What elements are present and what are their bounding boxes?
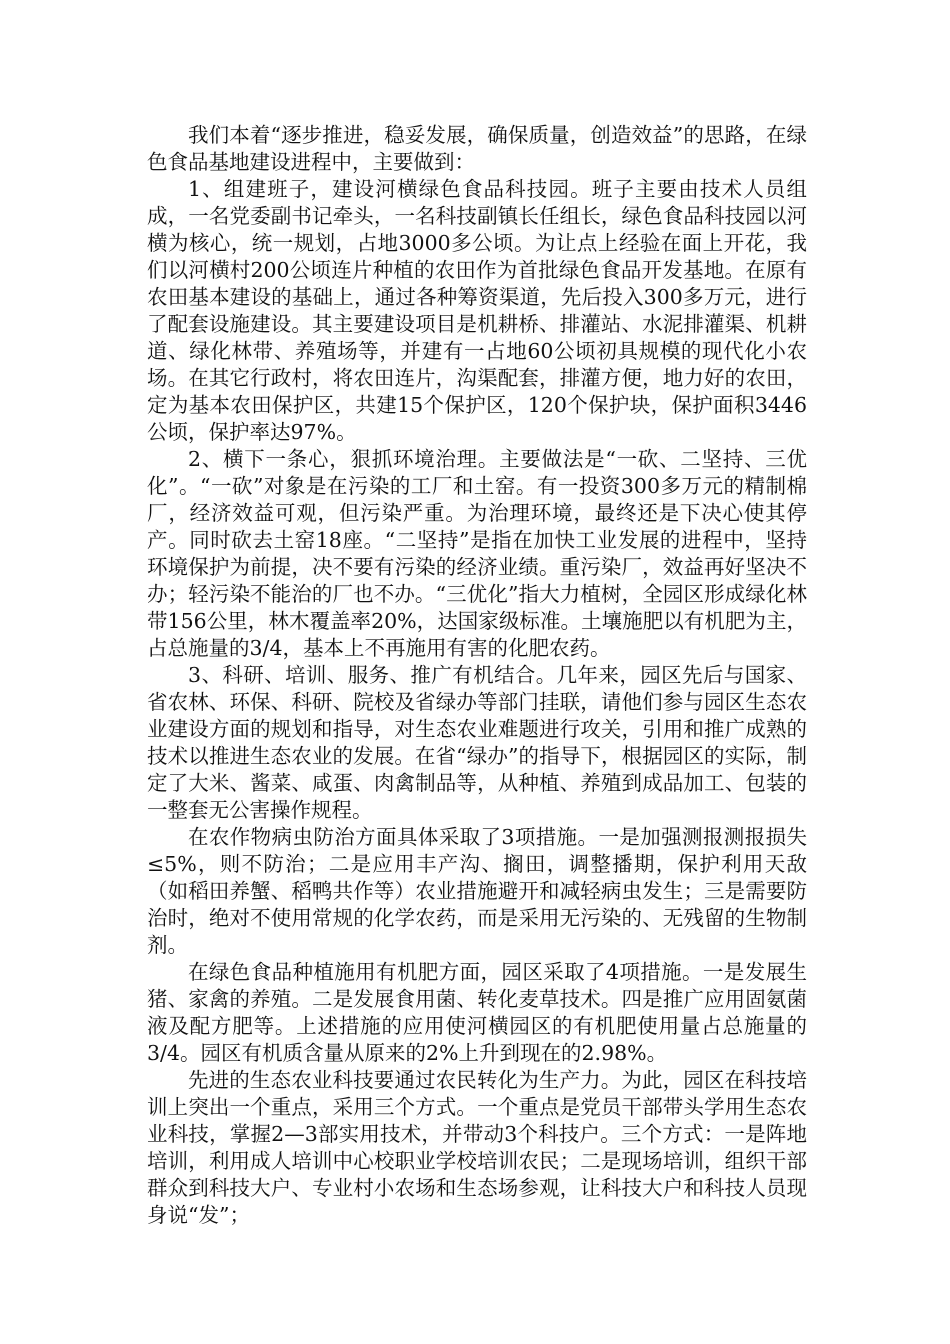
paragraph-section-3: 3、科研、培训、服务、推广有机结合。几年来，园区先后与国家、省农林、环保、科研、院校及省绿办等部门挂联，请他们参与园区生态农业建设方面的规划和指导，对生态农业难题进行攻关，引用和推广成熟的技术以推进生态农业的发展。在省“绿办”的指导下，根据园区的实际，制定了大米、酱菜、咸蛋、肉禽制品等，从种植、养殖到成品加工、包装的一整套无公害操作规程。 — [147, 663, 807, 822]
paragraph-section-2: 2、横下一条心，狠抓环境治理。主要做法是“一砍、二坚持、三优化”。“一砍”对象是在污染的工厂和土窑。有一投资300多万元的精制棉厂，经济效益可观，但污染严重。为治理环境，最终还是下决心使其停产。同时砍去土窑18座。“二坚持”是指在加快工业发展的进程中，坚持环境保护为前提，决不要有污染的经济业绩。重污染厂，效益再好坚决不办；轻污染不能治的厂也不办。“三优化”指大力植树，全园区形成绿化林带156公里，林木覆盖率20%，达国家级标准。土壤施肥以有机肥为主，占总施量的3/4，基本上不再施用有害的化肥农药。 — [147, 447, 807, 660]
document-page — [147, 122, 807, 1229]
paragraph-intro: 我们本着“逐步推进，稳妥发展，确保质量，创造效益”的思路，在绿色食品基地建设进程中，主要做到： — [147, 123, 807, 174]
paragraph-section-1: 1、组建班子，建设河横绿色食品科技园。班子主要由技术人员组成，一名党委副书记牵头，一名科技副镇长任组长，绿色食品科技园以河横为核心，统一规划，占地3000多公顷。为让点上经验在面上开花，我们以河横村200公顷连片种植的农田作为首批绿色食品开发基地。在原有农田基本建设的基础上，通过各种筹资渠道，先后投入300多万元，进行了配套设施建设。其主要建设项目是机耕桥、排灌站、水泥排灌渠、机耕道、绿化林带、养殖场等，并建有一占地60公顷初具规模的现代化小农场。在其它行政村，将农田连片，沟渠配套，排灌方便，地力好的农田，定为基本农田保护区，共建15个保护区，120个保护块，保护面积3446公顷，保护率达97%。 — [147, 177, 807, 444]
paragraph-pest-control: 在农作物病虫防治方面具体采取了3项措施。一是加强测报测报损失≤5%，则不防治；二是应用丰产沟、搁田，调整播期，保护利用天敌（如稻田养蟹、稻鸭共作等）农业措施避开和减轻病虫发生；三是需要防治时，绝对不使用常规的化学农药，而是采用无污染的、无残留的生物制剂。 — [147, 825, 807, 957]
paragraph-organic-fertilizer: 在绿色食品种植施用有机肥方面，园区采取了4项措施。一是发展生猪、家禽的养殖。二是发展食用菌、转化麦草技术。四是推广应用固氨菌液及配方肥等。上述措施的应用使河横园区的有机肥使用量占总施量的3/4。园区有机质含量从原来的2%上升到现在的2.98%。 — [147, 960, 807, 1065]
paragraph-training: 先进的生态农业科技要通过农民转化为生产力。为此，园区在科技培训上突出一个重点，采用三个方式。一个重点是党员干部带头学用生态农业科技，掌握2—3部实用技术，并带动3个科技户。三个方式：一是阵地培训，利用成人培训中心校职业学校培训农民；二是现场培训，组织干部群众到科技大户、专业村小农场和生态场参观，让科技大户和科技人员现身说“发”； — [147, 1068, 807, 1227]
